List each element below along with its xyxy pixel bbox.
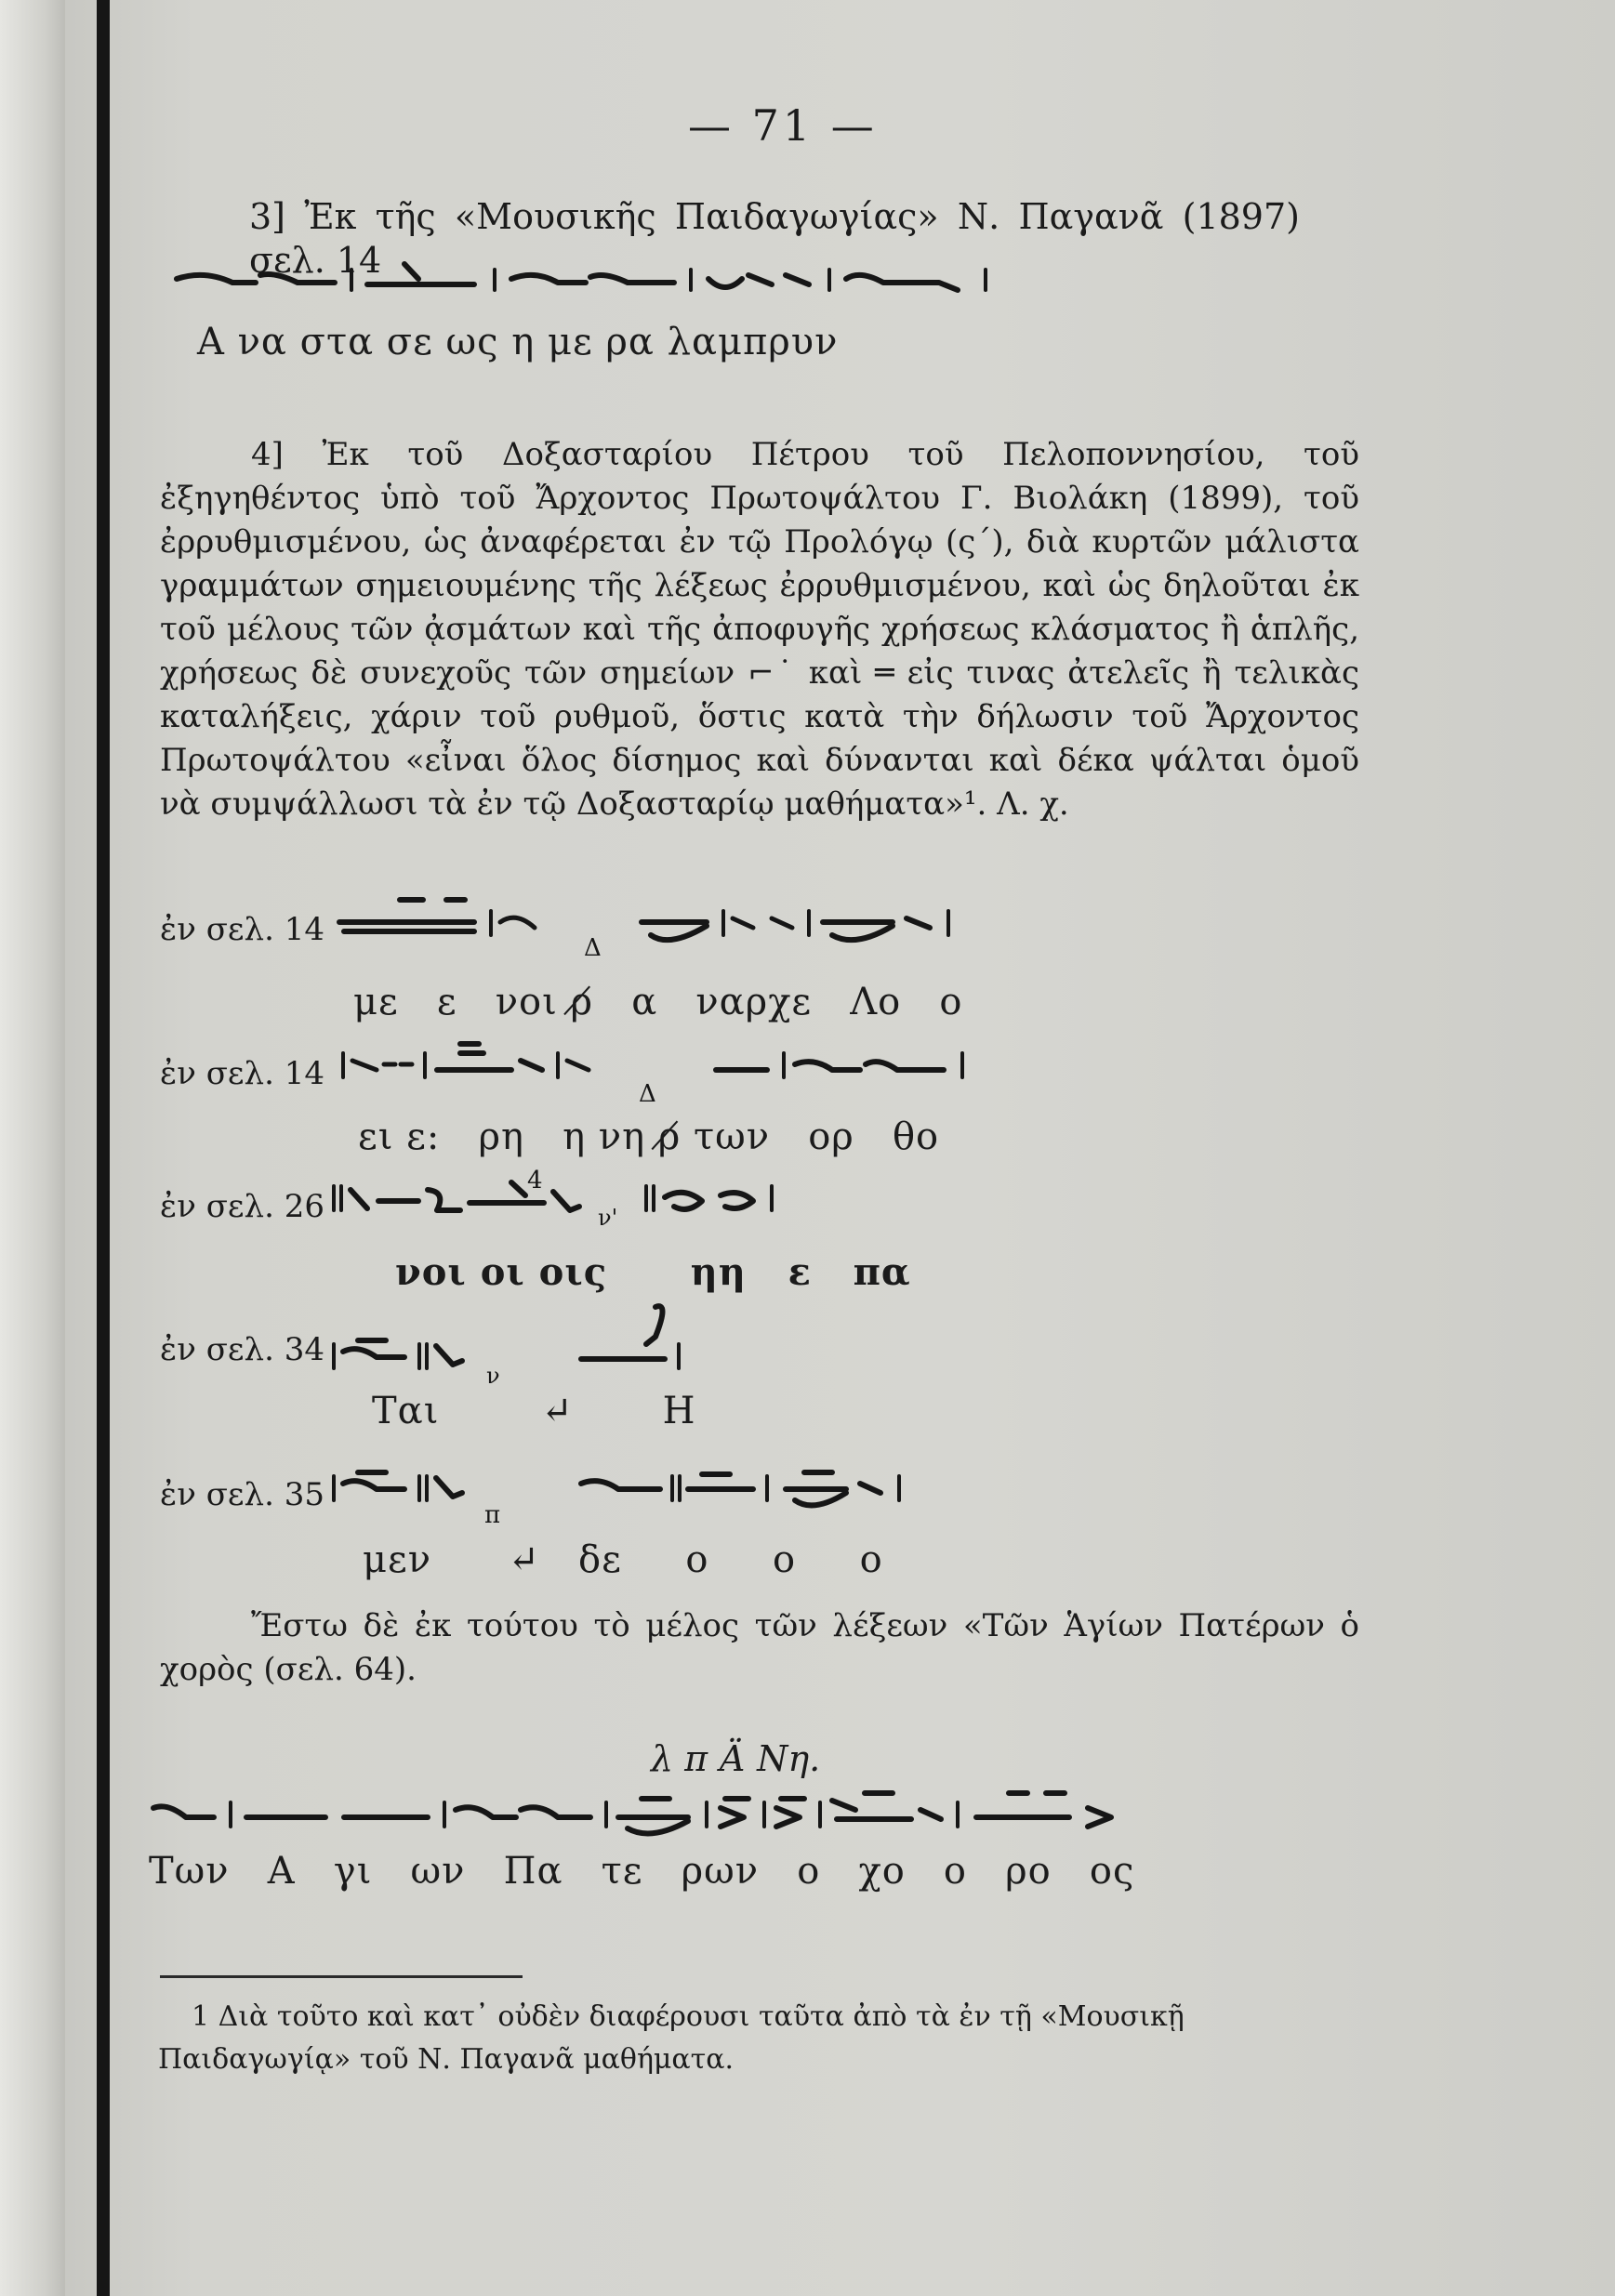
svg-text:Δ: Δ [584,934,602,962]
binding-edge [97,0,110,2296]
neume-notation-graphic [167,251,1097,307]
example-ref-4: ἐν σελ. 34 [160,1331,324,1368]
neume-notation-graphic [339,1036,1018,1108]
neume-row-3 [167,251,1097,307]
example-ref-1: ἐν σελ. 14 [160,911,324,948]
example-ref-5: ἐν σελ. 35 [160,1476,324,1513]
neume-row-5 [149,1780,1237,1845]
mode-signature: λ π Ӓ Νη. [651,1738,821,1779]
svg-text:ν': ν' [598,1205,618,1231]
svg-text:4: 4 [527,1167,543,1194]
neume-row-ex3 [330,1167,907,1231]
svg-text:ν: ν [486,1363,500,1389]
section-3-heading: 3] Ἐκ τῆς «Μουσικῆς Παιδαγωγίας» Ν. Παγανᾶ (1897) σελ. 14 [249,196,1300,281]
lyrics-row-5: Των Α γι ων Πα τε ρων ο χο ο ρο ος [149,1850,1135,1893]
section-5-paragraph: Ἔστω δὲ ἐκ τούτου τὸ μέλος τῶν λέξεων «Τῶν Ἁγίων Πατέρων ὁ χορὸς (σελ. 64). [160,1607,1359,1688]
lyrics-row-ex3: νοι οι οις ηη ε πα [395,1250,911,1294]
neume-row-ex4 [330,1300,702,1389]
lyrics-row-ex2: ει ε: ρη η νη ρ̸ των ορ θο [358,1115,940,1158]
binding-shadow [0,0,65,2296]
footnote: 1 Διὰ τοῦτο καὶ κατ᾽ οὐδὲν διαφέρουσι ταῦτα ἀπὸ τὰ ἐν τῇ «Μουσικῇ Παιδαγωγίᾳ» τοῦ Ν. Παγανᾶ μαθήματα. [158,2000,1185,2076]
neume-notation-graphic [149,1780,1237,1845]
footnote-separator [160,1975,523,1978]
neume-row-ex2 [339,1036,1018,1108]
neume-row-ex5 [330,1456,962,1530]
neume-notation-graphic [330,1456,962,1530]
lyrics-row-ex4: Ται ↵ Η [372,1390,696,1432]
lyrics-row-3: Α να στα σε ως η με ρα λαμπρυν [197,321,839,363]
lyrics-row-ex5: μεν ↵ δε ο ο ο [363,1538,883,1581]
neume-row-ex1 [335,894,1051,962]
example-ref-3: ἐν σελ. 26 [160,1188,324,1225]
page-number: — 71 — [688,100,878,151]
lyrics-row-ex1: με ε νοι ρ̸ α ναρχε Λο ο [353,981,963,1023]
neume-notation-graphic [335,894,1051,962]
svg-text:π: π [484,1501,501,1529]
section-4-paragraph: 4] Ἐκ τοῦ Δοξασταρίου Πέτρου τοῦ Πελοποννησίου, τοῦ ἐξηγηθέντος ὑπὸ τοῦ Ἄρχοντος Πρωτοψάλτου Γ. Βιολάκη (1899), τοῦ ἐρρυθμισμένου, ὡς ἀναφέρεται ἐν τῷ Προλόγῳ (ς΄), διὰ κυρτῶν μάλιστα γραμμάτων σημειουμένης τῆς λέξεως ἐρρυθμισμένου, καὶ ὡς δηλοῦται ἐκ τοῦ μέλους τῶν ᾀσμάτων καὶ τῆς ἀποφυγῆς χρήσεως κλάσματος ἢ ἁπλῆς, χρήσεως δὲ συνεχοῦς τῶν σημείων ⌐˙ καὶ ═ εἰς τινας ἀτελεῖς ἢ τελικὰς καταλήξεις, χάριν τοῦ ρυθμοῦ, ὅστις κατὰ τὴν δήλωσιν τοῦ Ἄρχοντος Πρωτοψάλτου «εἶναι ὅλος δίσημος καὶ δύνανται καὶ δέκα ψάλται ὁμοῦ νὰ συμψάλλωσι τὰ ἐν τῷ Δοξασταρίῳ μαθήματα»¹. Λ. χ. [160,436,1359,823]
neume-notation-graphic [330,1167,907,1231]
example-ref-2: ἐν σελ. 14 [160,1055,324,1092]
neume-notation-graphic [330,1300,702,1389]
svg-text:Δ: Δ [639,1080,656,1108]
